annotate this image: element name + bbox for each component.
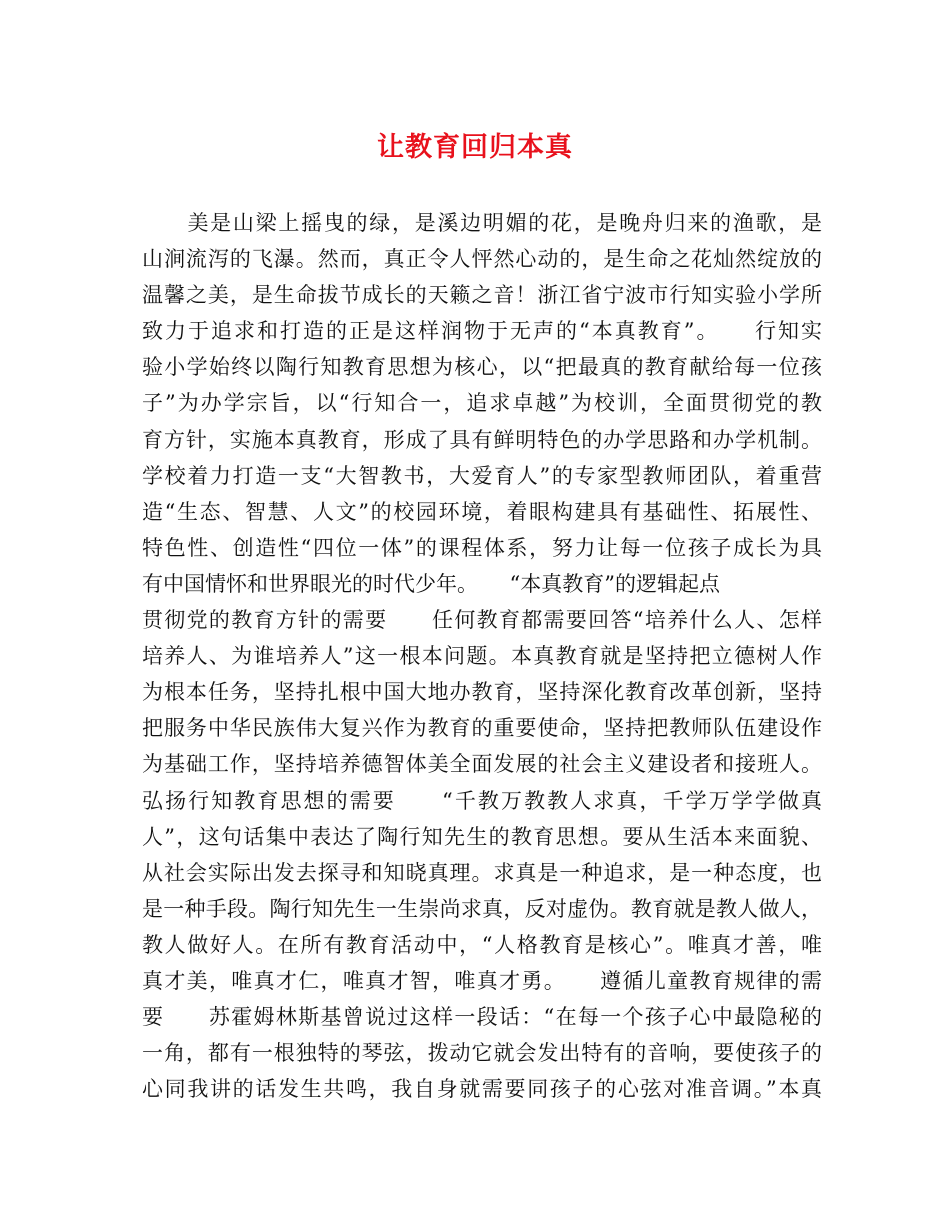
text-line: 心同我讲的话发生共鸣，我自身就需要同孩子的心弦对准音调。”本真 [142,1077,822,1102]
document-title: 让教育回归本真 [377,132,573,163]
text-line: 验小学始终以陶行知教育思想为核心，以“把最真的教育献给每一位孩 [142,355,822,380]
text-line: 人”，这句话集中表达了陶行知先生的教育思想。要从生活本来面貌、 [142,824,822,849]
text-line: 育方针，实施本真教育，形成了具有鲜明特色的办学思路和办学机制。 [142,427,822,452]
text-line: 培养人、为谁培养人”这一根本问题。本真教育就是坚持把立德树人作 [142,644,822,669]
text-line: 要 苏霍姆林斯基曾说过这样一段话：“在每一个孩子心中最隐秘的 [142,1005,822,1030]
text-line: 把服务中华民族伟大复兴作为教育的重要使命，坚持把教师队伍建设作 [142,716,822,741]
text-line: 真才美，唯真才仁，唯真才智，唯真才勇。 遵循儿童教育规律的需 [142,968,822,993]
text-line: 致力于追求和打造的正是这样润物于无声的“本真教育”。 行知实 [142,319,822,344]
document-body [142,205,822,1107]
text-line: 一角，都有一根独特的琴弦，拨动它就会发出特有的音响，要使孩子的 [142,1041,822,1066]
text-line: 子”为办学宗旨，以“行知合一，追求卓越”为校训，全面贯彻党的教 [142,391,822,416]
text-line: 教人做好人。在所有教育活动中，“人格教育是核心”。唯真才善，唯 [142,932,822,957]
text-line: 从社会实际出发去探寻和知晓真理。求真是一种追求，是一种态度，也 [142,860,822,885]
text-line: 为根本任务，坚持扎根中国大地办教育，坚持深化教育改革创新，坚持 [142,680,822,705]
text-line: 贯彻党的教育方针的需要 任何教育都需要回答“培养什么人、怎样 [142,608,822,633]
text-line: 是一种手段。陶行知先生一生崇尚求真，反对虚伪。教育就是教人做人， [142,896,822,921]
text-line: 弘扬行知教育思想的需要 “千教万教教人求真，千学万学学做真 [142,788,822,813]
text-line: 山涧流泻的飞瀑。然而，真正令人怦然心动的，是生命之花灿然绽放的 [142,247,822,272]
text-line: 造“生态、智慧、人文”的校园环境，着眼构建具有基础性、拓展性、 [142,499,822,524]
text-line: 为基础工作，坚持培养德智体美全面发展的社会主义建设者和接班人。 [142,752,822,777]
text-line: 美是山梁上摇曳的绿，是溪边明媚的花，是晚舟归来的渔歌，是 [142,211,822,235]
text-line: 有中国情怀和世界眼光的时代少年。 “本真教育”的逻辑起点 [142,571,720,596]
text-line: 学校着力打造一支“大智教书，大爱育人”的专家型教师团队，着重营 [142,463,822,488]
text-line: 特色性、创造性“四位一体”的课程体系，努力让每一位孩子成长为具 [142,535,822,560]
text-line: 温馨之美，是生命拔节成长的天籁之音！浙江省宁波市行知实验小学所 [142,283,822,308]
